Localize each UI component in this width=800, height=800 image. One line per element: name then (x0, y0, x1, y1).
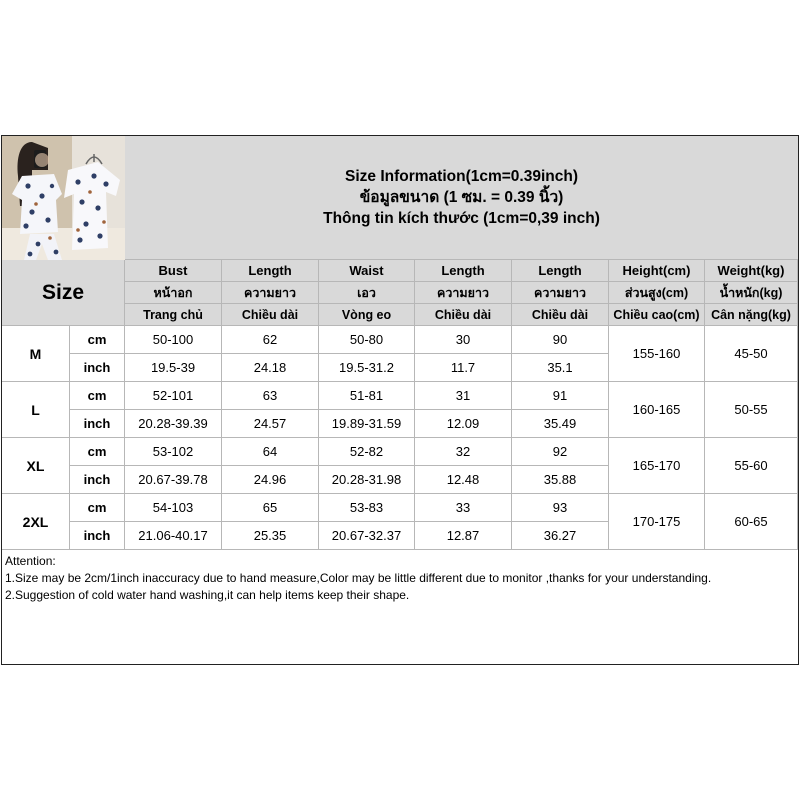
unit-label-cm: cm (70, 326, 125, 354)
measurement-cell: 65 (222, 494, 319, 522)
attention-heading: Attention: (5, 554, 56, 568)
weight-range-cell: 50-55 (705, 382, 798, 438)
measurement-cell: 91 (512, 382, 609, 410)
measurement-cell: 33 (415, 494, 512, 522)
column-header-vi: Vòng eo (319, 304, 415, 326)
column-header-en: Bust (125, 260, 222, 282)
unit-label-cm: cm (70, 382, 125, 410)
measurement-cell: 25.35 (222, 522, 319, 550)
measurement-cell: 20.67-39.78 (125, 466, 222, 494)
unit-label-cm: cm (70, 494, 125, 522)
measurement-cell: 50-100 (125, 326, 222, 354)
size-label: 2XL (2, 494, 70, 550)
measurement-cell: 35.1 (512, 354, 609, 382)
measurement-cell: 19.5-39 (125, 354, 222, 382)
measurement-cell: 35.88 (512, 466, 609, 494)
size-label: XL (2, 438, 70, 494)
column-header-vi: Chiều dài (512, 304, 609, 326)
size-header (2, 260, 125, 326)
measurement-cell: 53-102 (125, 438, 222, 466)
column-header-en: Height(cm) (609, 260, 705, 282)
unit-label-inch: inch (70, 410, 125, 438)
measurement-cell: 20.28-31.98 (319, 466, 415, 494)
unit-label-cm: cm (70, 438, 125, 466)
column-header-en: Length (415, 260, 512, 282)
size-chart-sheet (1, 135, 799, 665)
column-header-th: ส่วนสูง(cm) (609, 282, 705, 304)
weight-range-cell: 45-50 (705, 326, 798, 382)
measurement-cell: 92 (512, 438, 609, 466)
column-header-vi: Cân nặng(kg) (705, 304, 798, 326)
measurement-cell: 52-101 (125, 382, 222, 410)
size-header-label: Size (41, 280, 85, 304)
measurement-cell: 62 (222, 326, 319, 354)
title-english: Size Information(1cm=0.39inch) (345, 168, 578, 185)
measurement-cell: 19.5-31.2 (319, 354, 415, 382)
measurement-cell: 20.28-39.39 (125, 410, 222, 438)
column-header-th: น้ำหนัก(kg) (705, 282, 798, 304)
measurement-cell: 11.7 (415, 354, 512, 382)
weight-range-cell: 55-60 (705, 438, 798, 494)
title-block (125, 136, 798, 260)
title-thai: ข้อมูลขนาด (1 ซม. = 0.39 นิ้ว) (359, 189, 564, 206)
measurement-cell: 93 (512, 494, 609, 522)
measurement-cell: 24.96 (222, 466, 319, 494)
unit-label-inch: inch (70, 354, 125, 382)
measurement-cell: 50-80 (319, 326, 415, 354)
height-range-cell: 160-165 (609, 382, 705, 438)
weight-range-cell: 60-65 (705, 494, 798, 550)
measurement-cell: 12.09 (415, 410, 512, 438)
measurement-cell: 21.06-40.17 (125, 522, 222, 550)
measurement-cell: 12.87 (415, 522, 512, 550)
measurement-cell: 24.18 (222, 354, 319, 382)
measurement-cell: 64 (222, 438, 319, 466)
column-header-vi: Chiều cao(cm) (609, 304, 705, 326)
pajama-photo-image (2, 136, 125, 260)
measurement-cell: 53-83 (319, 494, 415, 522)
measurement-cell: 19.89-31.59 (319, 410, 415, 438)
column-header-en: Length (222, 260, 319, 282)
measurement-cell: 54-103 (125, 494, 222, 522)
column-header-th: เอว (319, 282, 415, 304)
column-header-th: หน้าอก (125, 282, 222, 304)
measurement-cell: 52-82 (319, 438, 415, 466)
size-label: M (2, 326, 70, 382)
measurement-cell: 36.27 (512, 522, 609, 550)
attention-line-1: 1.Size may be 2cm/1inch inaccuracy due to hand measure,Color may be little different due to monitor ,thanks for your understanding. (5, 571, 712, 585)
product-photo (2, 136, 126, 261)
measurement-cell: 12.48 (415, 466, 512, 494)
attention-line-2: 2.Suggestion of cold water hand washing,it can help items keep their shape. (5, 588, 410, 602)
column-header-vi: Chiều dài (222, 304, 319, 326)
column-header-th: ความยาว (415, 282, 512, 304)
column-header-en: Length (512, 260, 609, 282)
measurement-cell: 90 (512, 326, 609, 354)
height-range-cell: 155-160 (609, 326, 705, 382)
attention-notes (2, 551, 798, 664)
size-label: L (2, 382, 70, 438)
unit-label-inch: inch (70, 522, 125, 550)
measurement-cell: 32 (415, 438, 512, 466)
column-header-th: ความยาว (512, 282, 609, 304)
height-range-cell: 170-175 (609, 494, 705, 550)
measurement-cell: 31 (415, 382, 512, 410)
column-header-en: Weight(kg) (705, 260, 798, 282)
column-header-th: ความยาว (222, 282, 319, 304)
measurement-cell: 30 (415, 326, 512, 354)
height-range-cell: 165-170 (609, 438, 705, 494)
title-vietnamese: Thông tin kích thước (1cm=0,39 inch) (323, 210, 600, 227)
column-header-vi: Trang chủ (125, 304, 222, 326)
unit-label-inch: inch (70, 466, 125, 494)
measurement-cell: 35.49 (512, 410, 609, 438)
column-header-vi: Chiều dài (415, 304, 512, 326)
column-header-en: Waist (319, 260, 415, 282)
measurement-cell: 63 (222, 382, 319, 410)
measurement-cell: 20.67-32.37 (319, 522, 415, 550)
measurement-cell: 51-81 (319, 382, 415, 410)
measurement-cell: 24.57 (222, 410, 319, 438)
